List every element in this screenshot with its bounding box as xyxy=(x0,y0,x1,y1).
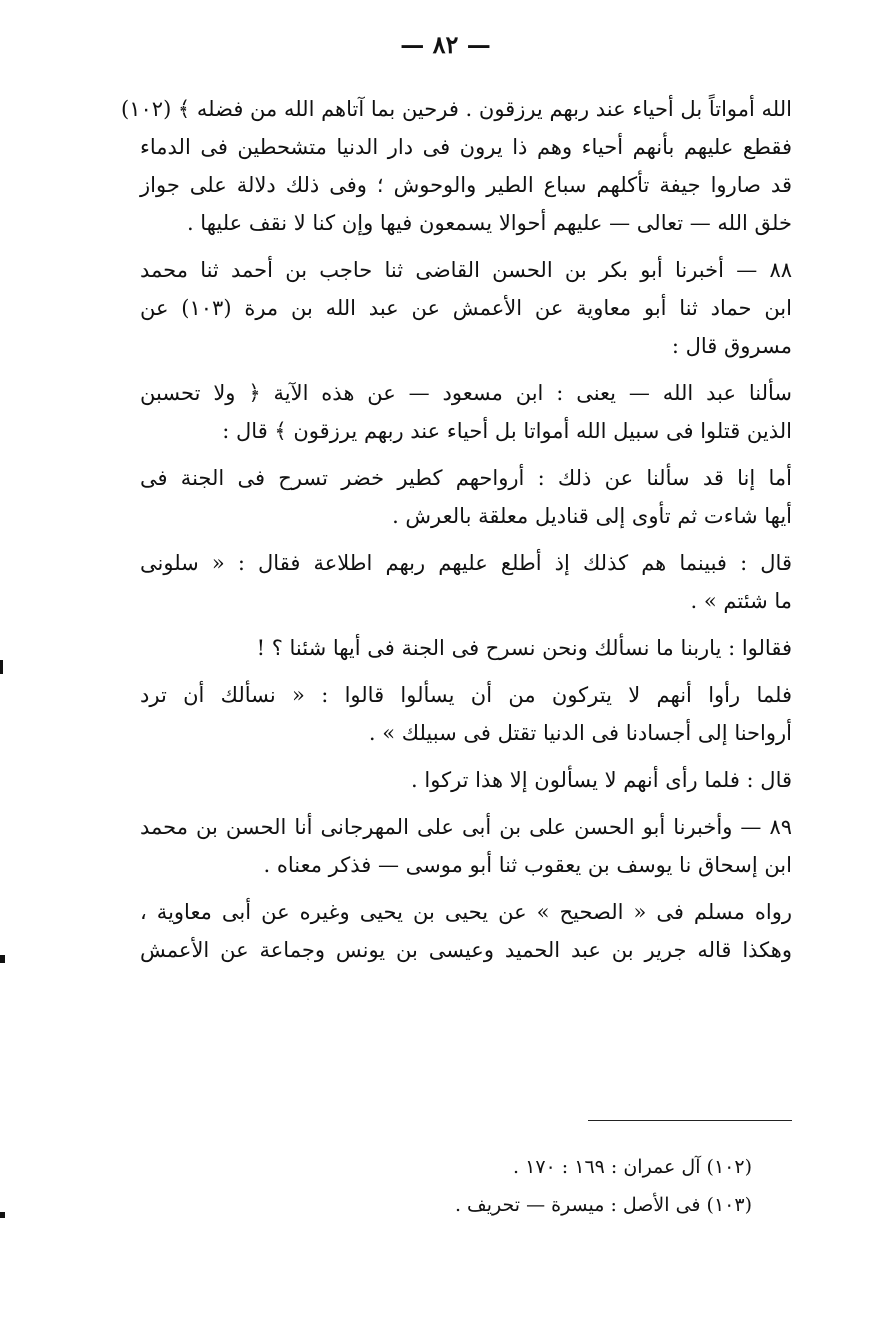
text-line: الله أمواتاً بل أحياء عند ربهم يرزقون . فرحين بما آتاهم الله من فضله ﴾ (١٠٢) xyxy=(121,97,792,121)
text-line: أرواحنا إلى أجسادنا فى الدنيا تقتل فى سبيلك » . xyxy=(368,721,792,745)
paragraph-answer xyxy=(140,459,792,535)
text-line: وهكذا قاله جرير بن عبد الحميد وعيسى بن يونس وجماعة عن الأعمش xyxy=(140,938,792,962)
paragraph-ask-me xyxy=(140,544,792,620)
text-line: مسروق قال : xyxy=(671,334,792,358)
page-number: — ٨٢ — xyxy=(400,30,491,59)
footnote-103: (١٠٣) فى الأصل : ميسرة — تحريف . xyxy=(454,1194,752,1216)
paragraph-narrated-by-muslim xyxy=(140,893,792,969)
text-line: ٨٨ — أخبرنا أبو بكر بن الحسن القاضى ثنا حاجب بن أحمد ثنا محمد xyxy=(140,258,792,282)
footnote-divider xyxy=(588,1120,792,1121)
text-line: ما شئتم » . xyxy=(690,589,792,613)
text-line: قد صاروا جيفة تأكلهم سباع الطير والوحوش ؛ وفى ذلك دلالة على جواز xyxy=(140,173,792,197)
scan-mark xyxy=(0,1212,5,1218)
text-line: ابن حماد ثنا أبو معاوية عن الأعمش عن عبد الله بن مرة (١٠٣) عن xyxy=(140,296,792,320)
paragraph-they-said xyxy=(140,629,792,667)
text-line: أما إنا قد سألنا عن ذلك : أرواحهم كطير خضر تسرح فى الجنة فى xyxy=(140,466,792,490)
paragraph-continuation xyxy=(121,90,792,242)
scan-mark xyxy=(0,660,3,674)
text-line: قال : فبينما هم كذلك إذ أطلع عليهم ربهم اطلاعة فقال : « سلونى xyxy=(140,551,792,575)
scan-mark xyxy=(0,955,5,963)
text-line: فقطع عليهم بأنهم أحياء وهم ذا يرون فى دار الدنيا متشحطين فى الدماء xyxy=(140,135,792,159)
footnote-102: (١٠٢) آل عمران : ١٦٩ : ١٧٠ . xyxy=(513,1156,752,1178)
footnotes xyxy=(300,1148,752,1224)
body-text xyxy=(121,90,792,978)
text-line: أيها شاءت ثم تأوى إلى قناديل معلقة بالعرش . xyxy=(392,504,792,528)
paragraph-report-89 xyxy=(140,808,792,884)
paragraph-return-souls xyxy=(140,676,792,752)
text-line: الذين قتلوا فى سبيل الله أمواتا بل أحياء عند ربهم يرزقون ﴾ قال : xyxy=(222,419,792,443)
text-line: قال : فلما رأى أنهم لا يسألون إلا هذا تركوا . xyxy=(411,768,792,792)
paragraph-report-88 xyxy=(140,251,792,365)
text-line: فقالوا : ياربنا ما نسألك ونحن نسرح فى الجنة فى أيها شئنا ؟ ! xyxy=(256,636,792,660)
paragraph-question xyxy=(140,374,792,450)
text-line: سألنا عبد الله — يعنى : ابن مسعود — عن هذه الآية ﴿ ولا تحسبن xyxy=(140,381,792,405)
text-line: خلق الله — تعالى — عليهم أحوالا يسمعون فيها وإن كنا لا نقف عليها . xyxy=(186,211,792,235)
text-line: فلما رأوا أنهم لا يتركون من أن يسألوا قالوا : « نسألك أن ترد xyxy=(140,683,792,707)
paragraph-left-them xyxy=(140,761,792,799)
text-line: رواه مسلم فى « الصحيح » عن يحيى بن يحيى وغيره عن أبى معاوية ، xyxy=(140,900,792,924)
text-line: ٨٩ — وأخبرنا أبو الحسن على بن أبى على المهرجانى أنا الحسن بن محمد xyxy=(140,815,792,839)
text-line: ابن إسحاق نا يوسف بن يعقوب ثنا أبو موسى — فذكر معناه . xyxy=(263,853,792,877)
